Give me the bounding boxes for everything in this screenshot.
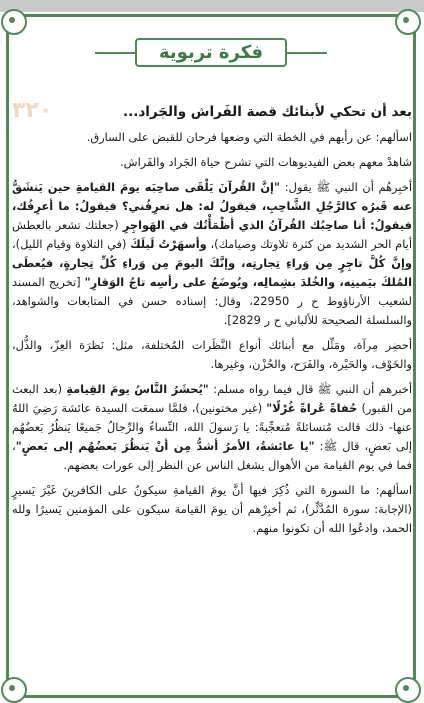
list-item [12,336,412,374]
ornament-corner-icon [1,9,27,35]
page-top-strip [0,0,424,12]
item-text: معهم بعض الفيديوهات التي تشرح حياة الجَراد والفَراش. [120,155,387,169]
page-title: فكرة تربوية [135,38,287,67]
hadith-quote: وأسهَرْتُ لَيلَكَ [130,237,207,251]
item-text: فلمَّا سمعَت السيدة عائشة رَضِيَ اللهُ عنها- ذلك قالت مُتسائلةً مُتعجِّبةً: يا رَسولَ الله، النِّساءُ والرِّجالُ جَميعًا يَنظُرُ بَعضُهُم إلى بَعضٍ، قال ﷺ: [12,401,412,453]
item-text: ما السورة التي ذُكِرَ فيها أنَّ يومَ القيامةِ سيكونُ على الكافرينَ غَيْرَ يَسيرٍ (الإجابة: سورة المُدَّثِّر)، ثم أخبِرْهم أن يومَ القيامة سيكون على المؤمنين يَسيرًا ولله الحمد، وادعُوا الله أن تكونوا منهم. [12,483,412,535]
hadith-quote: حُفاةً عُراةً غُرْلًا" [266,401,358,415]
hadith-reference: [تخريج المسند لشعيب الأرناؤوط ح ر 22950، وقال: إسناده حسن في المتابعات والشواهد، والسلسلة الصحيحة للألباني ح ر 2829]. [12,275,412,327]
section-heading: بعد أن تحكي لأبنائك قصة الفَراش والجَراد... [122,104,412,120]
item-lead: أحضِر مِرآة، [352,338,413,352]
list-item [12,481,412,538]
item-lead: أخبرهم أن النبي ﷺ قال فيما رواه مسلم: [213,382,412,396]
item-text: ومَثِّل مع أبنائك أنواع النَّظَرات المُختلفة، مثل: نَظرَة العِزّ، والذُّل، والخَوْف، والحَيْرة، والفَرَح، والحُزْن، وغيرها. [12,338,412,371]
page-number-watermark: ٣٢٠ [12,98,53,123]
title-banner [9,35,413,69]
list-item [12,178,412,330]
list-item [12,153,412,172]
explanatory-note: (في التلاوة وقيام الليل)، [12,237,131,251]
hadith-quote: وإنَّ كُلَّ تاجِرٍ مِن وَراءِ تِجارتِه، وإنَّكَ اليومَ مِن وَراءِ كُلِّ تِجارةٍ، فيُعطَى المُلكَ بيَمينِه، والخُلدَ بشِمالِه، ويُوضَعُ على رأسِه تاجُ الوَقارِ" [12,256,412,289]
item-text: عن رأيهم في الخطة التي وضعها فرحان للقبض على السارق. [86,130,376,144]
hadith-quote: "يا عائشةُ، الأمرُ أشدُّ مِن أنْ يَنظُرَ بَعضُهُم إلى بَعضٍ" [15,439,315,453]
list-item [12,128,412,147]
item-lead: اسألهم: [375,483,412,497]
hadith-quote: "إنَّ القُرآنَ يَلْقَى صاحِبَه يومَ القيامةِ حين يَنشَقُّ عنه قَبرُه كالرَّجُلِ الشَّاحِبِ، فيقولُ له: هل تعرِفُني؟ فيقولُ: ما أعرِفُك، فيقولُ: أنا صاحِبُك القُرآنُ الذي أظْمَأْتُك في الهَواجِرِ [12,180,412,232]
ornament-corner-icon [395,9,421,35]
explanatory-note: (بعد البعث من القبور) [12,382,412,415]
ornament-corner-icon [1,677,27,703]
item-lead: اسألهم: [375,130,412,144]
item-text: ، فما في يوم القيامة من الأهوال يشغل الناس عن النظر إلى عورات بعضهم. [12,439,412,472]
hadith-quote: "يُحشَرُ النَّاسُ يومَ القِيامةِ [66,382,214,396]
explanatory-note: (جعلتك تشعر بالعطش أيام الحر الشديد من كثرة تلاوتك وصيامك)، [12,218,413,251]
ornament-corner-icon [395,677,421,703]
item-lead: أخبِرهُم أن النبي ﷺ يقول: [284,180,412,194]
list-item [12,380,412,475]
document-body [12,102,412,544]
item-lead: شاهدْ [386,155,412,169]
explanatory-note: (غير مختونين)، [187,401,267,415]
